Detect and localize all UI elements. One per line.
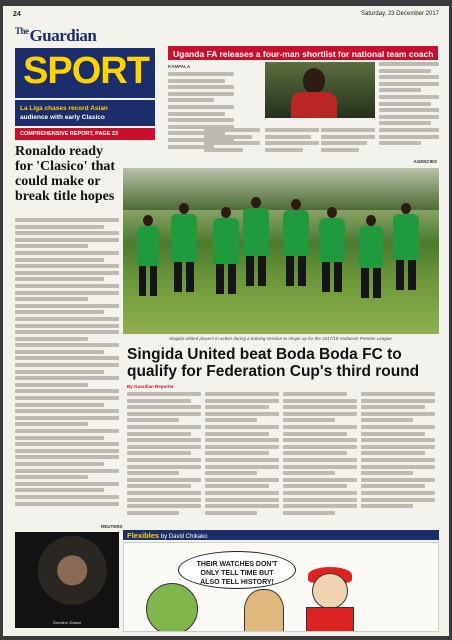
cartoon-character xyxy=(312,573,348,609)
player-figure xyxy=(171,214,197,262)
uganda-kicker: KAMPALA xyxy=(168,64,191,69)
training-photo-caption: Singida United players in action during a training session to shape up for the 2017/18 Vodacom Premier League. xyxy=(169,336,393,341)
bubble-line: ONLY TELL TIME BUT xyxy=(200,570,274,577)
promo-strip xyxy=(15,100,155,126)
flexibles-cartoon xyxy=(123,542,439,632)
player-figure xyxy=(137,226,159,266)
cartoon-character xyxy=(244,589,284,632)
player-figure xyxy=(213,218,239,264)
singida-headline: Singida United beat Boda Boda FC to qualify for Federation Cup's third round xyxy=(127,346,420,380)
zidane-photo xyxy=(15,532,119,628)
promo-line-2: audience with early Clasico xyxy=(20,114,105,121)
singida-byline: By Guardian Reporter xyxy=(127,384,174,389)
uganda-text-column xyxy=(379,62,439,158)
singida-text-column xyxy=(361,392,435,522)
guardian-logo xyxy=(15,26,115,44)
page-number: 24 xyxy=(13,11,21,18)
speech-bubble xyxy=(178,551,296,589)
page-topline xyxy=(13,11,439,21)
page-date: Saturday, 23 December 2017 xyxy=(361,11,439,17)
flexibles-credit: by David Chikako xyxy=(160,534,208,540)
uganda-text-column xyxy=(321,128,375,158)
uganda-headline: Uganda FA releases a four-man shortlist for national team coach xyxy=(168,46,438,60)
ronaldo-text-column xyxy=(15,218,119,518)
singida-text-column xyxy=(283,392,357,522)
flexibles-banner xyxy=(123,530,439,540)
uganda-text-column xyxy=(265,128,319,158)
flexibles-title: Flexibles xyxy=(127,531,160,540)
bubble-line: ALSO TELL HISTORY! xyxy=(200,579,274,586)
cartoon-character-body xyxy=(306,607,354,632)
uganda-text-column xyxy=(204,128,260,160)
promo-line-1: La Liga chases record Asian xyxy=(20,105,108,112)
uganda-byline: AGENCIES xyxy=(413,159,437,164)
cartoon-character xyxy=(146,583,198,632)
ronaldo-source: REUTERS xyxy=(101,524,123,529)
training-photo xyxy=(123,168,439,334)
bubble-line: THEIR WATCHES DON'T xyxy=(196,561,278,568)
player-figure xyxy=(319,218,345,262)
logo-the: The xyxy=(15,26,29,36)
player-figure xyxy=(359,226,383,268)
promo-page-link[interactable]: COMPREHENSIVE REPORT, PAGE 23 xyxy=(15,128,155,140)
player-figure xyxy=(243,208,269,256)
logo-name: Guardian xyxy=(29,26,97,45)
newspaper-page xyxy=(3,6,449,636)
section-title: SPORT xyxy=(15,48,155,98)
zidane-photo-caption: Zinedine Zidane xyxy=(52,620,82,625)
player-figure xyxy=(283,210,309,256)
player-figure xyxy=(393,214,419,260)
coach-photo xyxy=(265,62,375,118)
ronaldo-headline: Ronaldo ready for 'Clasico' that could make or break title hopes xyxy=(15,144,116,204)
singida-text-column xyxy=(127,392,201,522)
singida-text-column xyxy=(205,392,279,522)
